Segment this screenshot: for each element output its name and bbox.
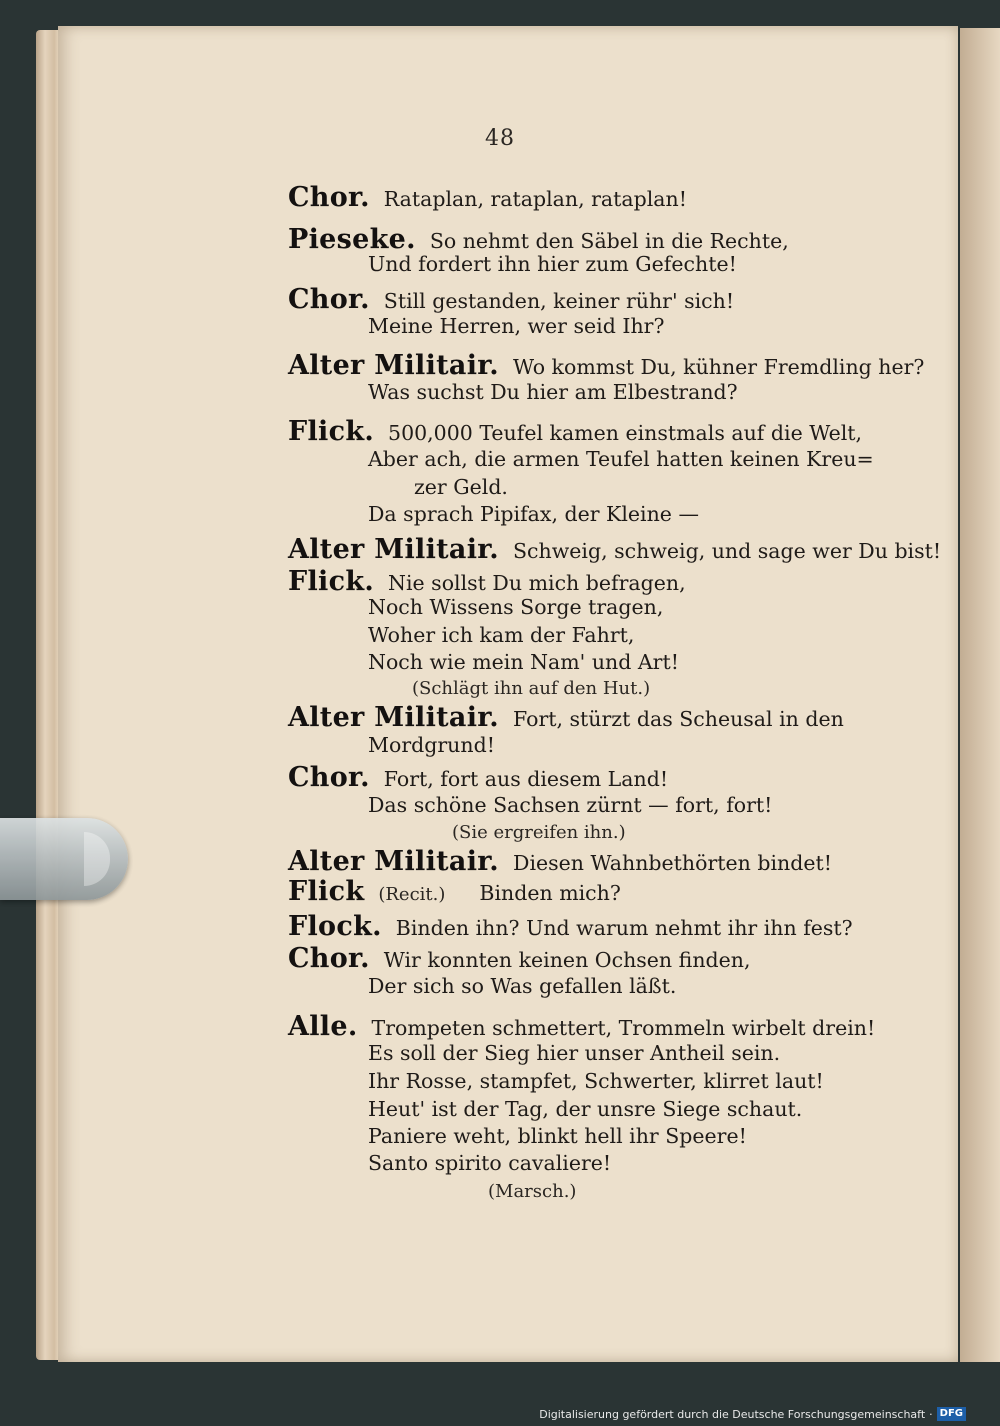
- speaker-name: Flick.: [288, 566, 375, 597]
- text-line: [368, 447, 874, 471]
- text-line: [288, 416, 862, 447]
- text-line: [488, 1178, 576, 1202]
- text-line: [288, 224, 789, 255]
- verse-text: Santo spirito cavaliere!: [368, 1151, 612, 1175]
- verse-text: Noch wie mein Nam' und Art!: [368, 650, 679, 674]
- text-line: [288, 762, 668, 793]
- speaker-name: Chor.: [288, 182, 370, 213]
- speaker-name: Alter Militair.: [288, 846, 500, 877]
- verse-text: Und fordert ihn hier zum Gefechte!: [368, 252, 737, 276]
- speaker-name: Flick.: [288, 416, 375, 447]
- text-line: [368, 1097, 802, 1121]
- dfg-logo: DFG: [937, 1407, 966, 1421]
- stage-direction: (Sie ergreifen ihn.): [452, 822, 626, 843]
- text-line: [368, 252, 737, 276]
- verse-text: Was suchst Du hier am Elbestrand?: [368, 380, 738, 404]
- text-line: [368, 974, 676, 998]
- text-line: [288, 534, 941, 565]
- text-line: [288, 911, 853, 942]
- text-line: [288, 702, 844, 733]
- speaker-name: Pieseke.: [288, 224, 416, 255]
- text-line: [288, 284, 734, 315]
- text-line: [368, 1151, 611, 1175]
- text-line: [368, 1069, 824, 1093]
- text-line: [368, 650, 679, 674]
- text-line: [288, 566, 686, 597]
- verse-text: Rataplan, rataplan, rataplan!: [383, 187, 687, 211]
- speaker-name: Chor.: [288, 762, 370, 793]
- verse-text: Das schöne Sachsen zürnt — fort, fort!: [368, 793, 773, 817]
- stage-direction: (Recit.): [378, 884, 446, 905]
- text-line: [368, 314, 664, 338]
- speaker-name: Flock.: [288, 911, 382, 942]
- verse-text: Es soll der Sieg hier unser Antheil sein.: [368, 1041, 781, 1065]
- verse-text: Nie sollst Du mich befragen,: [388, 571, 686, 595]
- text-line: [288, 876, 621, 907]
- text-line: [452, 819, 626, 843]
- verse-text: Woher ich kam der Fahrt,: [368, 623, 635, 647]
- footer-credit: Digitalisierung gefördert durch die Deutsche Forschungsgemeinschaft · DFG: [539, 1406, 966, 1422]
- verse-text: 500,000 Teufel kamen einstmals auf die Welt,: [388, 421, 863, 445]
- verse-text: Ihr Rosse, stampfet, Schwerter, klirret laut!: [368, 1069, 824, 1093]
- verse-text: So nehmt den Säbel in die Rechte,: [429, 229, 789, 253]
- verse-text: Schweig, schweig, und sage wer Du bist!: [513, 539, 942, 563]
- verse-text: Fort, fort aus diesem Land!: [383, 767, 669, 791]
- speaker-name: Flick: [288, 876, 365, 907]
- text-line: [414, 475, 508, 499]
- text-line: [412, 675, 650, 699]
- verse-text: Meine Herren, wer seid Ihr?: [368, 314, 665, 338]
- text-line: [288, 1011, 875, 1042]
- text-line: [368, 1041, 780, 1065]
- text-line: [288, 182, 687, 213]
- verse-text: Mordgrund!: [368, 733, 495, 757]
- speaker-name: Chor.: [288, 284, 370, 315]
- speaker-name: Chor.: [288, 943, 370, 974]
- speaker-name: Alle.: [288, 1011, 358, 1042]
- stage-direction: (Schlägt ihn auf den Hut.): [412, 678, 651, 699]
- verse-text: Binden mich?: [479, 881, 621, 905]
- text-line: [288, 846, 832, 877]
- verse-text: Binden ihn? Und warum nehmt ihr ihn fest?: [395, 916, 853, 940]
- stage-direction: (Marsch.): [488, 1181, 577, 1202]
- verse-text: Still gestanden, keiner rühr' sich!: [383, 289, 735, 313]
- speaker-name: Alter Militair.: [288, 350, 500, 381]
- verse-text: Wir konnten keinen Ochsen finden,: [383, 948, 751, 972]
- verse-text: Paniere weht, blinkt hell ihr Speere!: [368, 1124, 747, 1148]
- text-line: [288, 350, 924, 381]
- verse-text: Da sprach Pipifax, der Kleine —: [368, 502, 699, 526]
- text-line: [288, 943, 751, 974]
- verse-text: Noch Wissens Sorge tragen,: [368, 595, 664, 619]
- text-line: [368, 595, 663, 619]
- next-page-edge: [960, 28, 1000, 1362]
- text-line: [368, 733, 495, 757]
- speaker-name: Alter Militair.: [288, 534, 500, 565]
- text-line: [368, 502, 699, 526]
- text-line: [368, 793, 772, 817]
- verse-text: Diesen Wahnbethörten bindet!: [513, 851, 832, 875]
- verse-text: Der sich so Was gefallen läßt.: [368, 974, 677, 998]
- verse-text: Heut' ist der Tag, der unsre Siege schaut.: [368, 1097, 803, 1121]
- page-number: 48: [485, 126, 515, 151]
- footer-credit-text: Digitalisierung gefördert durch die Deutsche Forschungsgemeinschaft: [539, 1407, 926, 1421]
- verse-text: Fort, stürzt das Scheusal in den: [513, 707, 844, 731]
- text-line: [368, 623, 634, 647]
- verse-text: Aber ach, die armen Teufel hatten keinen Kreu=: [368, 447, 874, 471]
- verse-text: Wo kommst Du, kühner Fremdling her?: [513, 355, 925, 379]
- text-line: [368, 380, 738, 404]
- verse-text: Trompeten schmettert, Trommeln wirbelt drein!: [371, 1016, 876, 1040]
- verse-text: zer Geld.: [414, 475, 508, 499]
- text-line: [368, 1124, 747, 1148]
- speaker-name: Alter Militair.: [288, 702, 500, 733]
